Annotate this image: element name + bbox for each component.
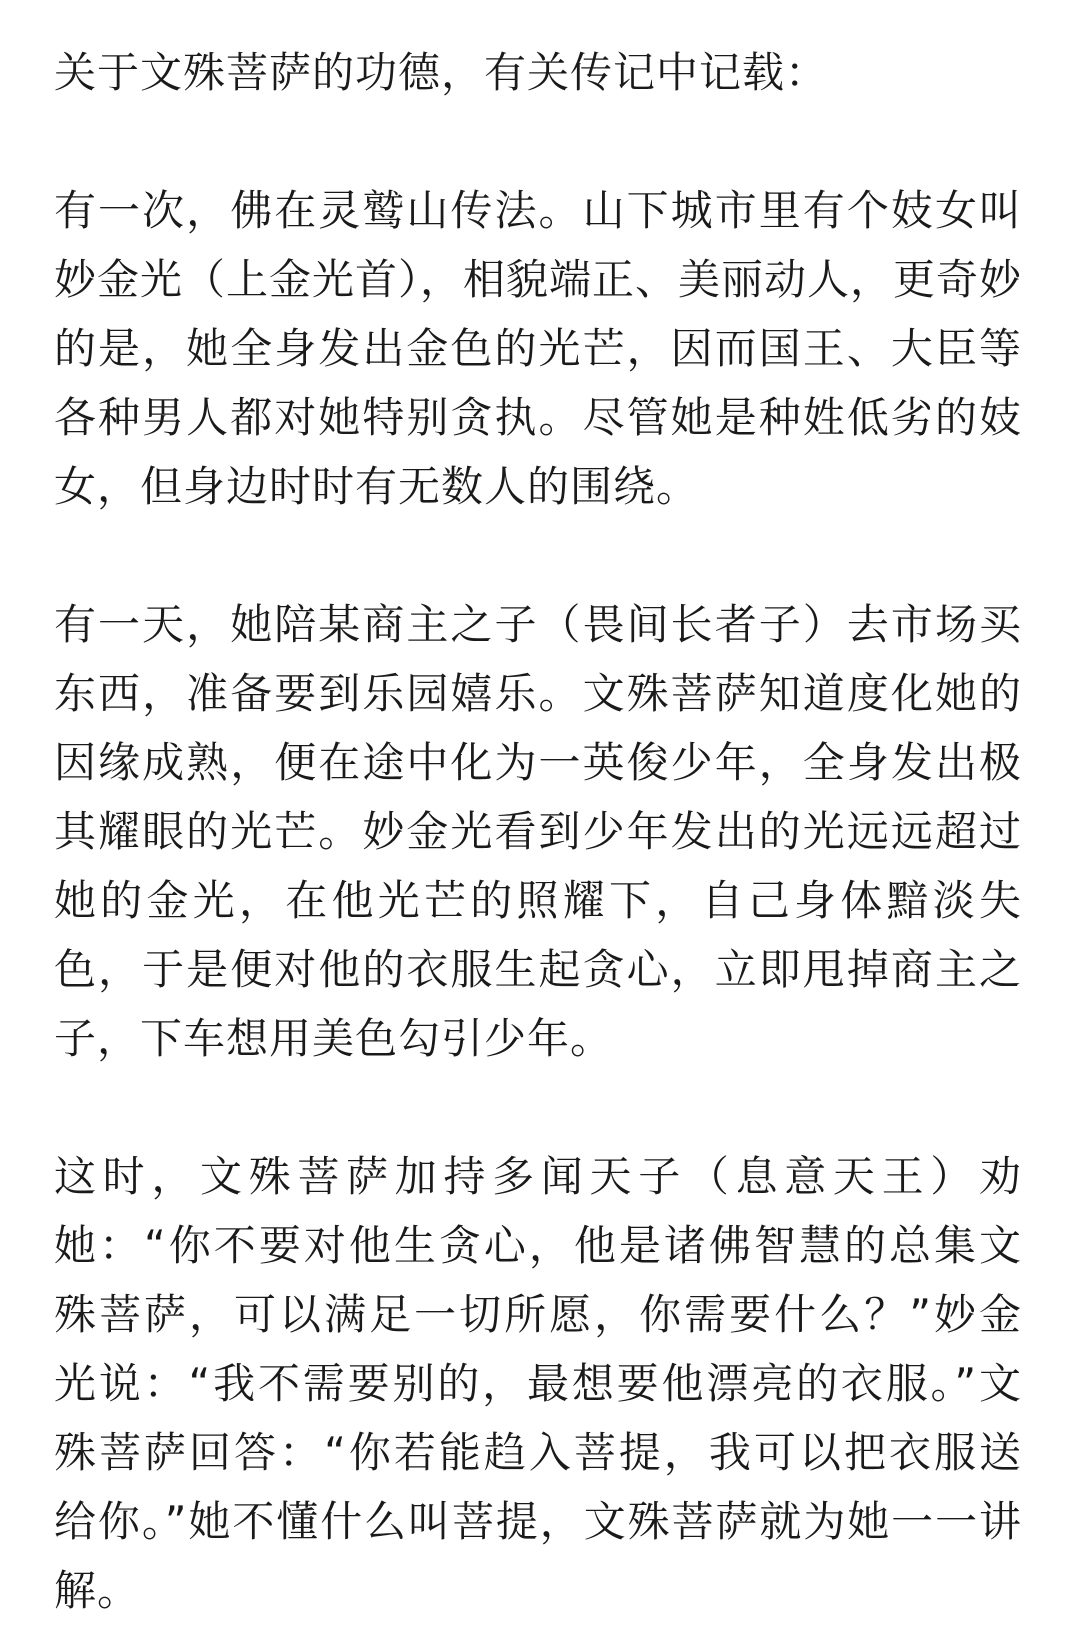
- paragraph-story-3: 这时，文殊菩萨加持多闻天子（息意天王）劝她：“你不要对他生贪心，他是诸佛智慧的总集文殊菩萨，可以满足一切所愿，你需要什么？”妙金光说：“我不需要别的，最想要他漂亮的衣服。”文殊菩萨回答：“你若能趋入菩提，我可以把衣服送给你。”她不懂什么叫菩提，文殊菩萨就为她一一讲解。: [54, 1152, 1022, 1615]
- paragraph-story-2: 有一天，她陪某商主之子（畏间长者子）去市场买东西，准备要到乐园嬉乐。文殊菩萨知道度化她的因缘成熟，便在途中化为一英俊少年，全身发出极其耀眼的光芒。妙金光看到少年发出的光远远超过她的金光，在他光芒的照耀下，自己身体黯淡失色，于是便对他的衣服生起贪心，立即甩掉商主之子，下车想用美色勾引少年。: [54, 600, 1022, 1063]
- paragraph-story-1: 有一次，佛在灵鹫山传法。山下城市里有个妓女叫妙金光（上金光首），相貌端正、美丽动人，更奇妙的是，她全身发出金色的光芒，因而国王、大臣等各种男人都对她特别贪执。尽管她是种姓低劣的妓女，但身边时时有无数人的围绕。: [54, 186, 1023, 511]
- article-body: [54, 38, 1022, 1625]
- paragraph-intro: 关于文殊菩萨的功德，有关传记中记载：: [54, 48, 829, 97]
